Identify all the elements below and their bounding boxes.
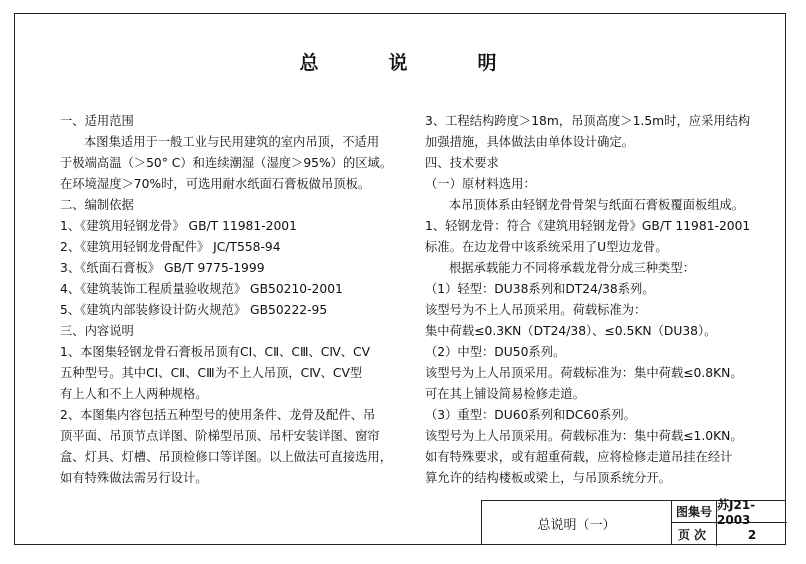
text-line: 盒、灯具、灯槽、吊顶检修口等详图。以上做法可直接选用， [60,450,393,464]
text-line: 2、本图集内容包括五种型号的使用条件、龙骨及配件、吊 [60,408,376,422]
text-line: 于极端高温（＞50° C）和连续潮湿（湿度＞95%）的区域。 [60,156,393,170]
section-heading: 三、内容说明 [60,324,134,338]
text-line: 有上人和不上人两种规格。 [60,387,208,401]
text-line: 算允许的结构楼板或梁上，与吊顶系统分开。 [425,471,671,485]
text-line: 在环境湿度＞70%时，可选用耐水纸面石膏板做吊顶板。 [60,177,371,191]
title-char: 说 [388,52,418,74]
page-label: 页次 [672,523,717,546]
reference-item: 5、《建筑内部装修设计防火规范》 GB50222-95 [60,303,328,317]
text-line: 1、轻钢龙骨：符合《建筑用轻钢龙骨》GB/T 11981-2001 [425,219,751,233]
atlas-number-label: 图集号 [672,501,717,523]
sheet-name: 总说明（一） [482,501,672,545]
atlas-number-value: 苏J21-2003 [717,501,787,523]
text-line: 集中荷载≤0.3KN（DT24/38）、≤0.5KN（DU38）。 [425,324,717,338]
reference-item: 1、《建筑用轻钢龙骨》 GB/T 11981-2001 [60,219,297,233]
text-line: （1）轻型：DU38系列和DT24/38系列。 [425,282,655,296]
text-line: （3）重型：DU60系列和DC60系列。 [425,408,636,422]
text-line: 加强措施，具体做法由单体设计确定。 [425,135,635,149]
text-line: 本图集适用于一般工业与民用建筑的室内吊顶，不适用 [84,135,380,149]
text-line: 可在其上铺设简易检修走道。 [425,387,585,401]
reference-item: 2、《建筑用轻钢龙骨配件》 JC/T558-94 [60,240,281,254]
section-heading: 四、技术要求 [425,156,499,170]
right-column [425,111,750,489]
text-line: （2）中型：DU50系列。 [425,345,566,359]
text-line: 如有特殊要求，或有超重荷载，应将检修走道吊挂在经计 [425,450,733,464]
text-line: 该型号为上人吊顶采用。荷载标准为：集中荷载≤1.0KN。 [425,429,743,443]
reference-item: 3、《纸面石膏板》 GB/T 9775-1999 [60,261,265,275]
text-line: 该型号为不上人吊顶采用。荷载标准为： [425,303,647,317]
subsection-heading: （一）原材料选用： [425,177,536,191]
reference-item: 4、《建筑装饰工程质量验收规范》 GB50210-2001 [60,282,343,296]
text-line: 3、工程结构跨度＞18m，吊顶高度＞1.5m时，应采用结构 [425,114,751,128]
title-char: 总 [299,52,329,74]
text-line: 标准。在边龙骨中该系统采用了U型边龙骨。 [425,240,668,254]
text-line: 五种型号。其中CⅠ、CⅡ、CⅢ为不上人吊顶，CⅣ、CⅤ型 [60,366,363,380]
text-line: 1、本图集轻钢龙骨石膏板吊顶有CⅠ、CⅡ、CⅢ、CⅣ、CⅤ [60,345,371,359]
section-heading: 二、编制依据 [60,198,134,212]
text-line: 该型号为上人吊顶采用。荷载标准为：集中荷载≤0.8KN。 [425,366,743,380]
section-heading: 一、适用范围 [60,114,134,128]
text-line: 根据承载能力不同将承载龙骨分成三种类型： [449,261,695,275]
title-char: 明 [477,52,507,74]
title-block [481,500,786,545]
left-column [60,111,392,489]
text-line: 本吊顶体系由轻钢龙骨骨架与纸面石膏板覆面板组成。 [449,198,745,212]
page-number: 2 [747,527,757,542]
page-title [0,48,806,75]
text-line: 顶平面、吊顶节点详图、阶梯型吊顶、吊杆安装详图、窗帘 [60,429,380,443]
text-line: 如有特殊做法需另行设计。 [60,471,208,485]
